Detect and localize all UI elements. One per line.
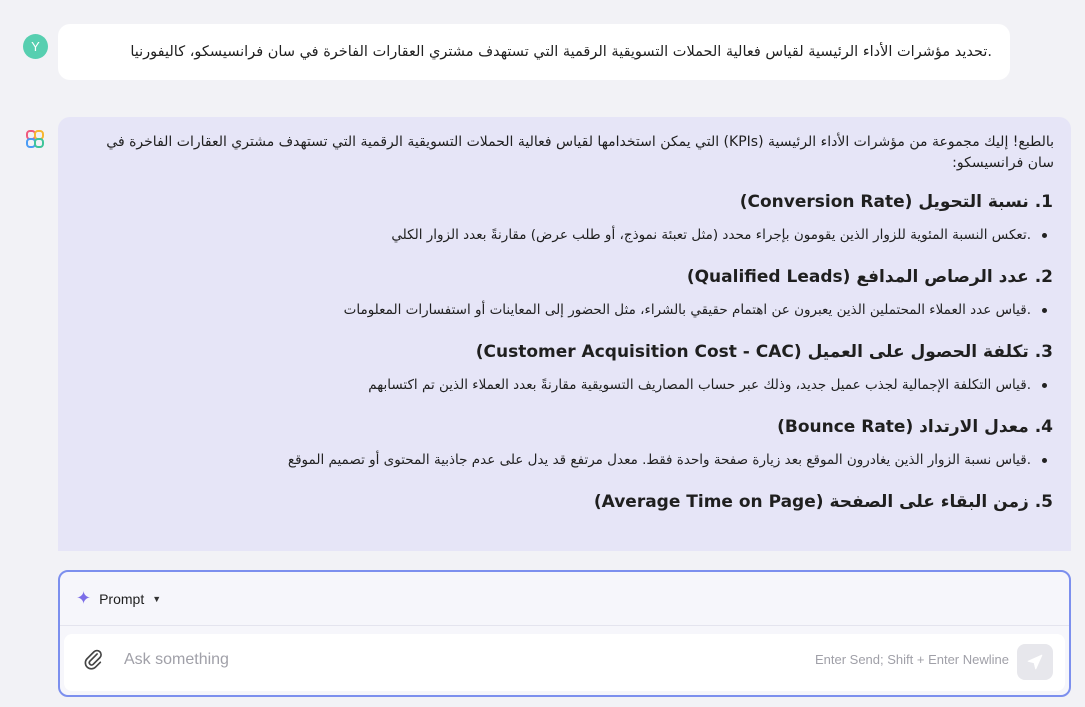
kpi-desc-1: .تعكس النسبة المئوية للزوار الذين يقومون بإجراء محدد (مثل تعبئة نموذج، أو طلب عرض) مقارنةً بعدد الزوار الكلي xyxy=(76,224,1053,246)
send-hint: Enter Send; Shift + Enter Newline xyxy=(814,652,1009,667)
prompt-mode-selector[interactable] xyxy=(60,572,1069,626)
input-area xyxy=(64,634,1065,691)
assistant-logo-icon xyxy=(25,129,45,149)
send-button[interactable] xyxy=(1017,644,1053,680)
kpi-desc-2: .قياس عدد العملاء المحتملين الذين يعبرون عن اهتمام حقيقي بالشراء، مثل الحضور إلى المعاينات أو استفسارات المعلومات xyxy=(76,299,1053,321)
kpi-title-2: 2. عدد الرصاص المدافع (Qualified Leads) xyxy=(686,267,1053,287)
kpi-title-4: 4. معدل الارتداد (Bounce Rate) xyxy=(777,417,1053,437)
composer xyxy=(58,570,1071,697)
user-avatar: Y xyxy=(23,34,48,59)
kpi-title-1: 1. نسبة التحويل (Conversion Rate) xyxy=(739,192,1053,212)
kpi-title-5: 5. زمن البقاء على الصفحة (Average Time on Page) xyxy=(593,492,1053,512)
send-icon xyxy=(1026,653,1044,671)
sparkle-icon: ✦ xyxy=(76,588,92,608)
user-message xyxy=(58,24,1010,80)
attach-icon[interactable] xyxy=(82,648,104,670)
assistant-intro: بالطبع! إليك مجموعة من مؤشرات الأداء الرئيسية (KPIs) التي يمكن استخدامها لقياس فعالية الحملات التسويقية الرقمية التي تستهدف مشتري العقارات الفاخرة في سان فرانسيسكو: xyxy=(106,134,1054,171)
ask-input[interactable] xyxy=(122,646,766,674)
kpi-desc-4: .قياس نسبة الزوار الذين يغادرون الموقع بعد زيارة صفحة واحدة فقط. معدل مرتفع قد يدل على عدم جاذبية المحتوى أو تصميم الموقع xyxy=(76,449,1053,471)
prompt-mode-label: Prompt xyxy=(99,590,145,607)
user-message-text: .تحديد مؤشرات الأداء الرئيسية لقياس فعالية الحملات التسويقية الرقمية التي تستهدف مشتري العقارات الفاخرة في سان فرانسيسكو، كاليفورنيا xyxy=(130,44,992,60)
kpi-title-3: 3. تكلفة الحصول على العميل (Customer Acquisition Cost - CAC) xyxy=(475,342,1053,362)
chevron-down-icon: ▼ xyxy=(152,593,162,604)
assistant-message xyxy=(58,117,1071,551)
kpi-desc-3: .قياس التكلفة الإجمالية لجذب عميل جديد، وذلك عبر حساب المصاريف التسويقية مقارنةً بعدد العملاء الذين تم اكتسابهم xyxy=(76,374,1053,396)
